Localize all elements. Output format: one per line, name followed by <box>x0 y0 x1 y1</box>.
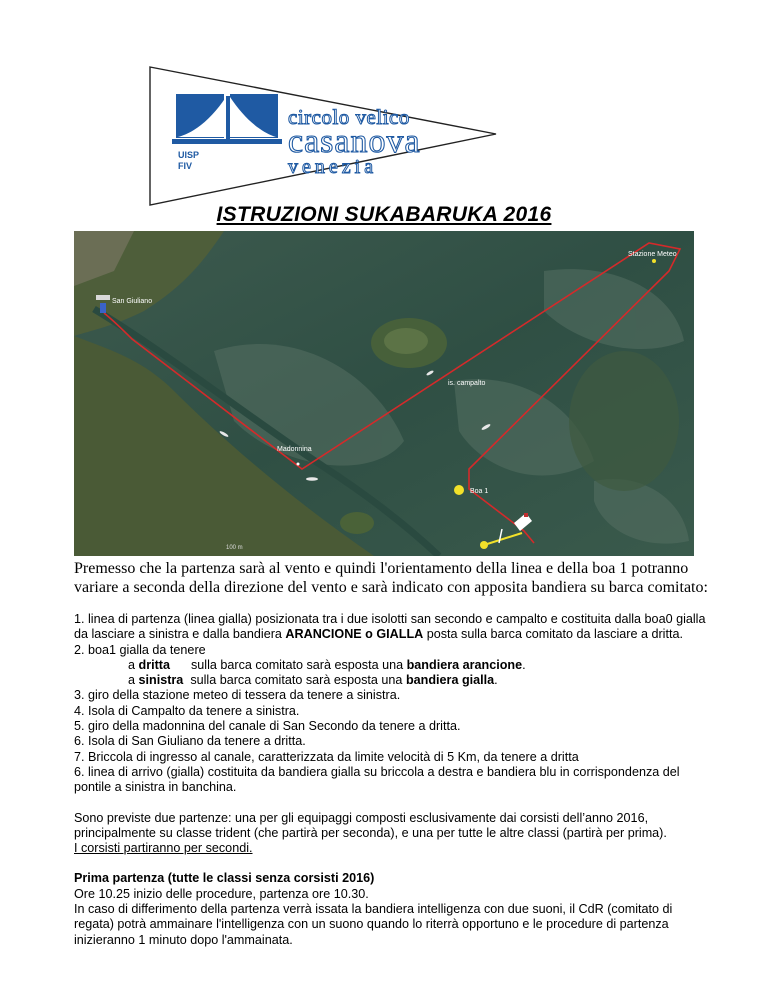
item-finish: 6. linea di arrivo (gialla) costituita da bandiera gialla su briccola a destra e bandiera blu in corrispondenza del pontile a sinistra in banchina. <box>74 764 680 795</box>
item-6: 6. Isola di San Giuliano da tenere a dritta. <box>74 734 306 749</box>
partenze-paragraph: Sono previste due partenze: una per gli equipaggi composti esclusivamente dai corsisti dell’anno 2016, principalmente su classe trident (che partirà per seconda), e una per tutte le altre classi (partirà per prima). <box>74 810 667 840</box>
item-4: 4. Isola di Campalto da tenere a sinistra. <box>74 703 300 718</box>
uisp-badge: UISP <box>178 150 200 160</box>
campalto-island-core <box>384 328 428 354</box>
boa0-mark <box>480 541 488 549</box>
item-3: 3. giro della stazione meteo di tessera da tenere a sinistra. <box>74 688 401 703</box>
map-scale: 100 m <box>226 545 243 551</box>
label-is-campalto: is. campalto <box>448 380 486 387</box>
item-1: 1. linea di partenza (linea gialla) posizionata tra i due isolotti san secondo e campalto e costituita dalla boa0 gialla da lasciare a sinistra e dalla bandiera ARANCIONE o GIALLA posta sulla barca comitato da lasciare a dritta. <box>74 612 706 642</box>
logo-line-venezia: venezia <box>288 156 378 178</box>
label-san-giuliano: San Giuliano <box>112 298 153 305</box>
item-2a: a dritta sulla barca comitato sarà esposta una bandiera arancione. <box>128 657 526 672</box>
partenze-note: I corsisti partiranno per secondi. <box>74 841 253 856</box>
item-7: 7. Briccola di ingresso al canale, caratterizzata da limite velocità di 5 Km, da tenere a dritta <box>74 749 579 764</box>
boa1-mark <box>454 485 464 495</box>
prima-partenza-time: Ore 10.25 inizio delle procedure, partenza ore 10.30. <box>74 886 369 901</box>
document-title: ISTRUZIONI SUKABARUKA 2016 <box>216 203 552 226</box>
label-madonnina: Madonnina <box>277 446 312 453</box>
course-map <box>74 231 694 556</box>
boat-marker <box>306 477 318 481</box>
san-secondo-island <box>340 512 374 534</box>
prima-partenza-differimento: In caso di differimento della partenza verrà issata la bandiera intelligenza con due suoni, il CdR (comitato di regata) potrà ammainare l'intelligenza con un suono quando lo riterrà opportuno e le procedure di partenza inizieranno 1 minuto dopo l'ammainata. <box>74 902 673 947</box>
stazione-meteo-marker <box>652 259 656 263</box>
club-burgee-logo <box>148 66 498 206</box>
item-2: 2. boa1 gialla da tenere <box>74 642 206 657</box>
item-5: 5. giro della madonnina del canale di San Secondo da tenere a dritta. <box>74 719 461 734</box>
pier <box>96 295 110 300</box>
label-boa1: Boa 1 <box>470 488 489 495</box>
fiv-badge: FIV <box>178 161 193 171</box>
tessera-shore <box>569 351 679 491</box>
madonnina-marker <box>297 463 300 466</box>
finish-flag-blue <box>100 303 106 313</box>
logo-line-circolo-velico: circolo velico <box>288 105 410 129</box>
instructions-body <box>74 612 714 948</box>
intro-paragraph: Premesso che la partenza sarà al vento e quindi l'orientamento della linea e della boa 1 potranno variare a seconda della direzione del vento e sarà indicato con apposita bandiera su barca comitato: <box>74 560 708 596</box>
label-stazione-meteo: Stazione Meteo <box>628 251 677 258</box>
prima-partenza-heading: Prima partenza (tutte le classi senza corsisti 2016) <box>74 871 375 886</box>
item-2b: a sinistra sulla barca comitato sarà esposta una bandiera gialla. <box>128 673 498 688</box>
logo-line-casanova: casanova <box>288 123 421 160</box>
